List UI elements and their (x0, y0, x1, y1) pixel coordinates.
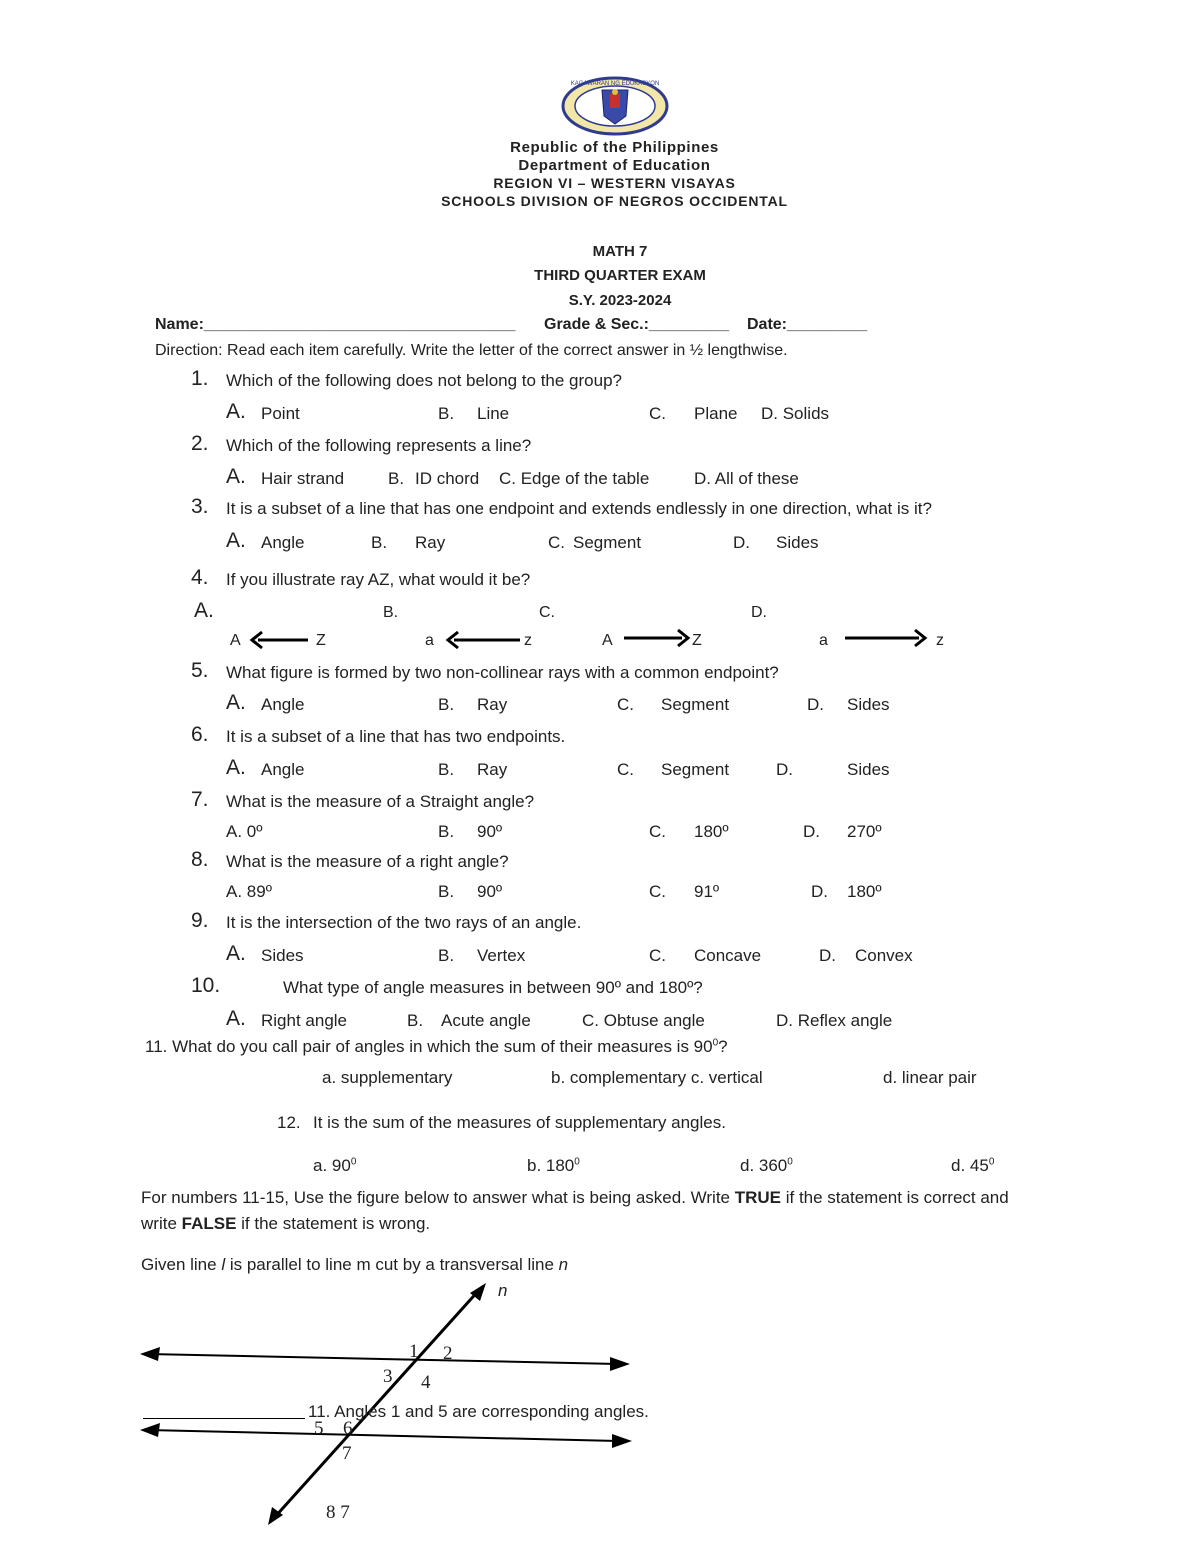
choice-c-text: d. 360 (740, 1156, 788, 1175)
choice-a (313, 1156, 356, 1176)
angle-4-label: 4 (421, 1372, 431, 1393)
given-statement (141, 1255, 568, 1275)
question-number: 5. (191, 659, 209, 682)
choice-b-letter: B. (438, 760, 455, 779)
choice-a: Angle (261, 760, 305, 779)
choice-a-letter: A. (226, 465, 246, 488)
figure-label-n: n (498, 1281, 508, 1300)
direction: Direction: Read each item carefully. Write the letter of the correct answer in ½ lengthwise. (155, 342, 788, 359)
choice-b: Acute angle (441, 1011, 531, 1030)
choice-d: 270º (847, 822, 882, 841)
choice-c-letter: C. (649, 882, 666, 901)
name-field[interactable]: Name:___________________________________ (155, 316, 516, 333)
choice-d-letter: D. (819, 946, 836, 965)
ray-d-arrow-right (843, 628, 929, 648)
answer-blank[interactable] (143, 1418, 305, 1419)
choice-c: Segment (661, 695, 730, 714)
choice-a: Hair strand (261, 469, 345, 488)
choice-b: Vertex (477, 946, 526, 965)
question-11-text: 11. What do you call pair of angles in which the sum of their measures is 90 (145, 1037, 713, 1056)
choice-d (951, 1156, 994, 1176)
choice-b: ID chord (415, 469, 480, 488)
header-department: Department of Education (518, 157, 711, 174)
svg-text:KAGAWARAN NG EDUKASYON: KAGAWARAN NG EDUKASYON (570, 81, 660, 87)
question-number: 4. (191, 566, 209, 589)
question-text: Which of the following represents a line? (226, 436, 532, 455)
choice-d: d. linear pair (883, 1068, 977, 1087)
line-l (148, 1354, 618, 1364)
choice-c: C. Obtuse angle (582, 1011, 705, 1030)
tf-instruction-line2 (141, 1214, 430, 1234)
given-mid: is parallel to line m cut by a transversal line (225, 1255, 559, 1274)
angle-3-label: 3 (383, 1366, 393, 1387)
degree-superscript: 0 (787, 1156, 793, 1168)
question-text: What is the measure of a right angle? (226, 852, 509, 871)
question-number: 7. (191, 788, 209, 811)
choice-bc: b. complementary c. vertical (551, 1068, 763, 1087)
choice-d: D. Reflex angle (776, 1011, 893, 1030)
choice-a-letter: A. (226, 400, 246, 423)
angle-7-label: 7 (342, 1443, 352, 1464)
angle-5-label: 5 (314, 1418, 324, 1439)
question-text: What type of angle measures in between 90º and 180º? (283, 978, 703, 997)
angle-1-label: 1 (409, 1341, 419, 1362)
choice-d: 180º (847, 882, 882, 901)
choice-a: Right angle (261, 1011, 348, 1030)
choice-b: 90º (477, 882, 503, 901)
choice-b: Ray (477, 760, 508, 779)
line-n-label: n (558, 1255, 569, 1274)
question-11-end: ? (718, 1037, 728, 1056)
subject-title: MATH 7 (592, 243, 648, 260)
choice-c: Concave (694, 946, 762, 965)
tf-intro1-pre: For numbers 11-15, Use the figure below to answer what is being asked. Write (141, 1188, 735, 1207)
question-number: 10. (191, 974, 221, 997)
choice-c (740, 1156, 793, 1176)
choice-c-letter: C. (548, 533, 565, 552)
ray-c-arrow-right (622, 628, 692, 648)
choice-d-letter: D. (811, 882, 828, 901)
choice-a-letter: A. (226, 756, 246, 779)
ray-d-left-label: a (819, 632, 828, 649)
school-year: S.Y. 2023-2024 (568, 292, 672, 309)
choice-c: 180º (694, 822, 729, 841)
choice-c-letter: C. (649, 404, 666, 423)
choice-b-letter: B. (438, 946, 455, 965)
choice-d: Sides (847, 695, 890, 714)
deped-seal (560, 76, 670, 136)
choice-d: D. All of these (694, 469, 799, 488)
choice-c: C. Edge of the table (499, 469, 650, 488)
question-number: 3. (191, 495, 209, 518)
choice-a-letter: A. (194, 599, 214, 622)
choice-d: D. Solids (761, 404, 830, 423)
ray-b-arrow-left (444, 630, 522, 650)
choice-a: Angle (261, 533, 305, 552)
header-division: SCHOOLS DIVISION OF NEGROS OCCIDENTAL (441, 193, 788, 209)
ray-a-right-label: Z (316, 632, 326, 649)
ray-d-right-label: z (936, 632, 944, 649)
choice-b-letter: B. (438, 822, 455, 841)
choice-a: A. 89º (226, 882, 272, 901)
choice-a-letter: A. (226, 529, 246, 552)
choice-c: 91º (694, 882, 720, 901)
tf-instruction-line1 (141, 1188, 1009, 1208)
question-text: It is a subset of a line that has one endpoint and extends endlessly in one direction, what is it? (226, 499, 932, 518)
choice-a-letter: A. (226, 691, 246, 714)
date-field[interactable]: Date:_________ (747, 316, 868, 333)
choice-b-letter: B. (371, 533, 388, 552)
choice-c-letter: C. (649, 946, 666, 965)
angle-6-label: 6 (343, 1418, 353, 1439)
question-text: It is the sum of the measures of supplementary angles. (313, 1113, 726, 1132)
question-text: It is the intersection of the two rays of an angle. (226, 913, 582, 932)
exam-title: THIRD QUARTER EXAM (534, 267, 706, 284)
choice-a: A. 0º (226, 822, 263, 841)
line-m (148, 1430, 618, 1441)
choice-b-letter: B. (407, 1011, 424, 1030)
angle-2-label: 2 (443, 1343, 453, 1364)
choice-d: Sides (847, 760, 890, 779)
choice-b: Line (477, 404, 510, 423)
line-l-arrow-left (140, 1347, 160, 1361)
angle-8-label: 8 7 (326, 1502, 350, 1523)
choice-b-letter: B. (388, 469, 405, 488)
line-l-label: l (221, 1255, 226, 1274)
ray-b-left-label: a (425, 632, 434, 649)
ray-a-left-label: A (230, 632, 241, 649)
tf-intro2-post: if the statement is wrong. (236, 1214, 431, 1233)
choice-a-letter: A. (226, 942, 246, 965)
choice-b-letter: B. (438, 882, 455, 901)
question-text: If you illustrate ray AZ, what would it be? (226, 570, 531, 589)
question-number: 12. (277, 1113, 301, 1132)
tf-intro2-pre: write (141, 1214, 182, 1233)
question-number: 2. (191, 432, 209, 455)
question-text: What is the measure of a Straight angle? (226, 792, 535, 811)
question-number: 9. (191, 909, 209, 932)
choice-d-letter: D. (751, 604, 767, 621)
line-m-arrow-right (612, 1434, 632, 1448)
choice-c: Segment (573, 533, 642, 552)
choice-a-text: a. 90 (313, 1156, 351, 1175)
choice-b-letter: B. (438, 404, 455, 423)
degree-superscript: 0 (350, 1156, 357, 1168)
choice-a-letter: A. (226, 1007, 246, 1030)
choice-c-letter: C. (649, 822, 666, 841)
choice-b: 90º (477, 822, 503, 841)
choice-a: Point (261, 404, 300, 423)
tf-false-word: FALSE (181, 1214, 237, 1233)
choice-b (527, 1156, 580, 1176)
tf-true-word: TRUE (734, 1188, 781, 1207)
given-pre: Given line (141, 1255, 222, 1274)
ray-b-right-label: z (524, 632, 532, 649)
choice-d-letter: D. (807, 695, 824, 714)
choice-b: Ray (415, 533, 446, 552)
choice-d-letter: D. (733, 533, 750, 552)
choice-a: Angle (261, 695, 305, 714)
choice-b-text: b. 180 (527, 1156, 575, 1175)
question-11 (145, 1037, 728, 1057)
choice-a: Sides (261, 946, 304, 965)
choice-b-letter: B. (438, 695, 455, 714)
choice-c: Plane (694, 404, 738, 423)
choice-d-letter: D. (803, 822, 820, 841)
question-text: It is a subset of a line that has two endpoints. (226, 727, 566, 746)
choice-b-letter: B. (383, 604, 399, 621)
choice-c-letter: C. (617, 695, 634, 714)
choice-c-letter: C. (617, 760, 634, 779)
line-m-arrow-left (140, 1423, 160, 1437)
choice-d-letter: D. (776, 760, 793, 779)
tf-intro1-post: if the statement is correct and (781, 1188, 1009, 1207)
choice-a: a. supplementary (322, 1068, 453, 1087)
choice-d-text: d. 45 (951, 1156, 989, 1175)
degree-superscript: 0 (988, 1156, 995, 1168)
tf-item-11: 11. Angles 1 and 5 are corresponding angles. (308, 1402, 649, 1421)
choice-d: Convex (855, 946, 913, 965)
header-region: REGION VI – WESTERN VISAYAS (493, 175, 736, 191)
grade-field[interactable]: Grade & Sec.:_________ (544, 316, 730, 333)
choice-c: Segment (661, 760, 730, 779)
question-text: Which of the following does not belong to the group? (226, 371, 622, 390)
ray-c-right-label: Z (692, 632, 702, 649)
header-republic: Republic of the Philippines (510, 139, 719, 156)
question-number: 6. (191, 723, 209, 746)
question-number: 1. (191, 367, 209, 390)
degree-superscript: 0 (712, 1037, 719, 1049)
choice-d: Sides (776, 533, 819, 552)
line-l-arrow-right (610, 1357, 630, 1371)
degree-superscript: 0 (574, 1156, 580, 1168)
choice-b: Ray (477, 695, 508, 714)
ray-c-left-label: A (602, 632, 613, 649)
question-text: What figure is formed by two non-collinear rays with a common endpoint? (226, 663, 779, 682)
choice-c-letter: C. (539, 604, 555, 621)
ray-a-arrow-left (248, 630, 310, 650)
question-number: 8. (191, 848, 209, 871)
